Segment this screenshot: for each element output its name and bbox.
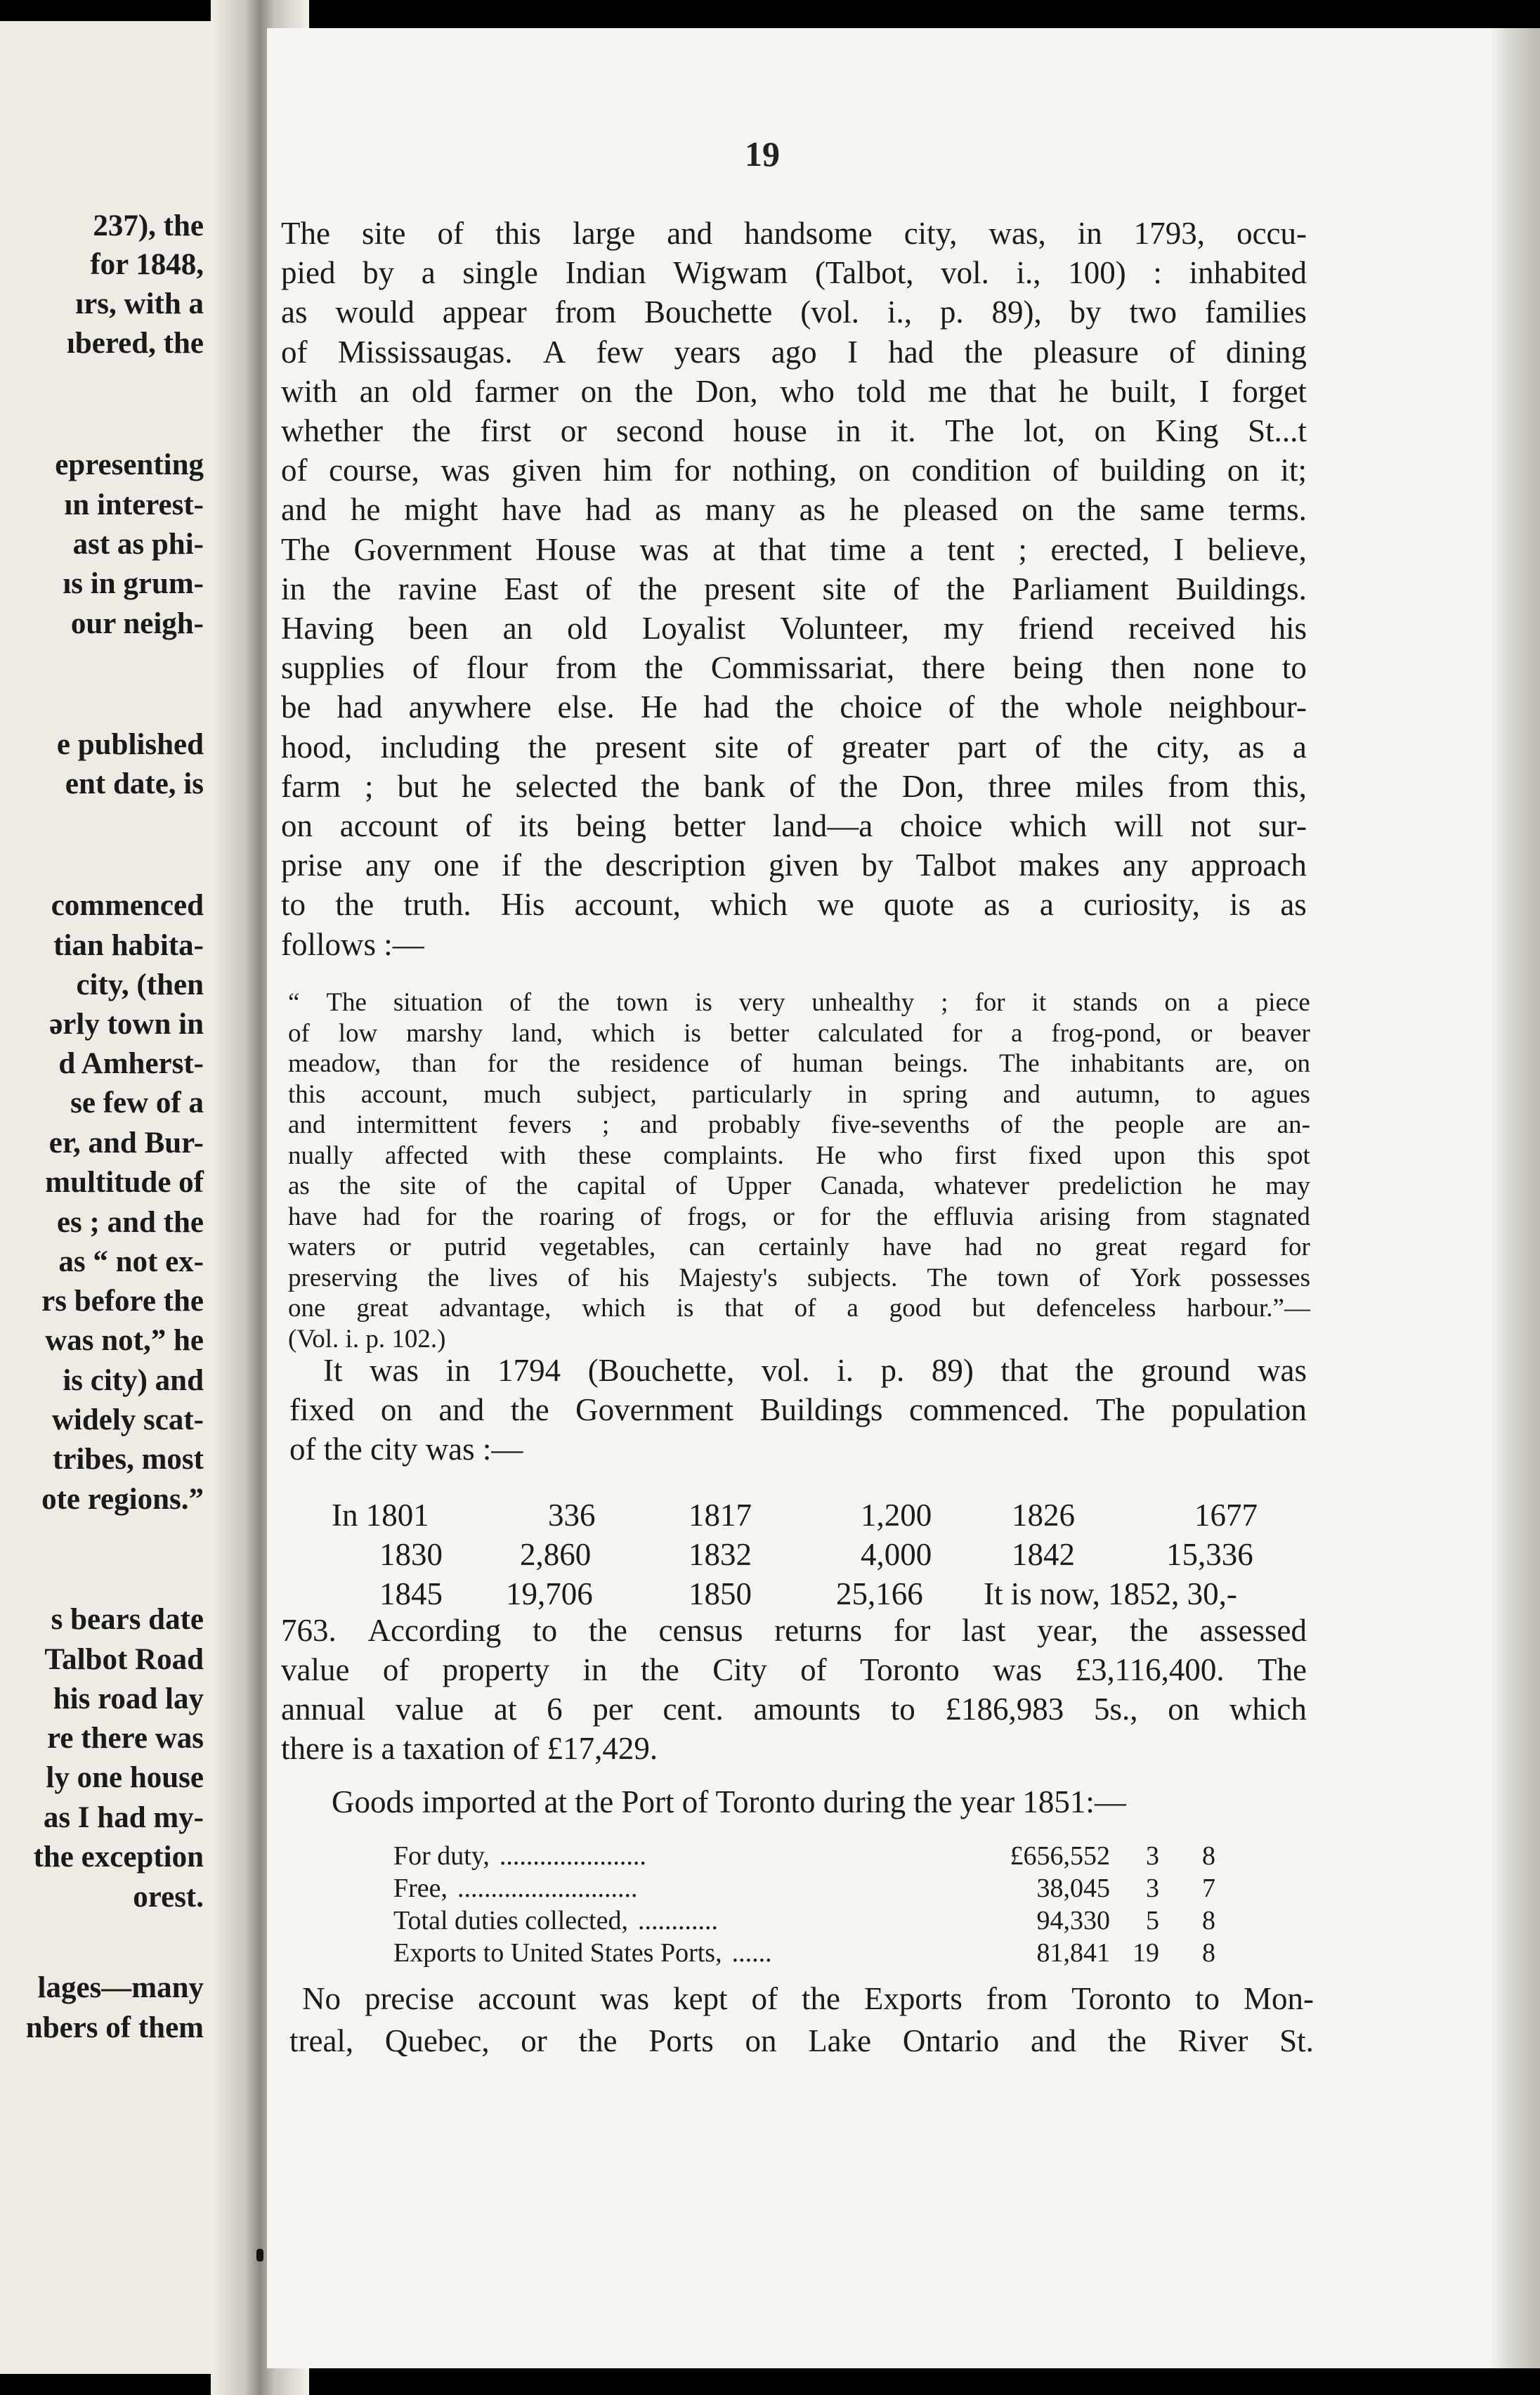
population-cell: It is now, 1852, 30,- bbox=[984, 1576, 1237, 1611]
goods-pence: 8 bbox=[1202, 1906, 1215, 1935]
left-page-fragment: Talbot Road bbox=[44, 1643, 204, 1676]
goods-dots: ........................... bbox=[457, 1875, 638, 1902]
left-page-fragment: is city) and bbox=[63, 1364, 204, 1397]
quote-line: meadow, than for the residence of human beings. The inhabitants are, on bbox=[288, 1049, 1310, 1078]
text-line: of Mississaugas. A few years ago I had the pleasure of dining bbox=[281, 334, 1307, 370]
text-line: whether the first or second house in it. The lot, on King St...t bbox=[281, 413, 1307, 448]
left-page-fragment: ast as phi- bbox=[72, 528, 204, 561]
left-page-fragment: ıs in grum- bbox=[63, 567, 204, 600]
quote-line: one great advantage, which is that of a good but defenceless harbour.”— bbox=[288, 1294, 1310, 1323]
quote-line: and intermittent fevers ; and probably five-sevenths of the people are an- bbox=[288, 1110, 1310, 1139]
left-page-fragment: for 1848, bbox=[90, 248, 204, 281]
goods-shillings: 19 bbox=[1133, 1938, 1159, 1968]
goods-pence: 8 bbox=[1202, 1938, 1215, 1968]
population-cell: 1830 bbox=[379, 1537, 443, 1572]
left-page-fragment: lages—many bbox=[37, 1971, 204, 2004]
text-line: and he might have had as many as he pleased on the same terms. bbox=[281, 492, 1307, 528]
left-page-fragment: d Amherst- bbox=[58, 1047, 204, 1080]
goods-pence: 8 bbox=[1202, 1841, 1215, 1871]
quote-line: waters or putrid vegetables, can certainly have had no great regard for bbox=[288, 1233, 1310, 1261]
left-page-fragment: se few of a bbox=[70, 1086, 204, 1119]
left-page-fragment: tribes, most bbox=[53, 1443, 204, 1476]
left-page-fragment: epresenting bbox=[55, 448, 204, 481]
quote-line: preserving the lives of his Majesty's subjects. The town of York possesses bbox=[288, 1263, 1310, 1292]
text-line: The site of this large and handsome city, was, in 1793, occu- bbox=[281, 216, 1307, 251]
text-line: follows :— bbox=[281, 926, 424, 962]
left-page-fragment: ərly town in bbox=[49, 1008, 204, 1041]
left-page-fragment: es ; and the bbox=[56, 1206, 204, 1239]
text-line: value of property in the City of Toronto was £3,116,400. The bbox=[281, 1652, 1307, 1687]
text-line: prise any one if the description given by Talbot makes any approach bbox=[281, 848, 1307, 883]
goods-pence: 7 bbox=[1202, 1874, 1215, 1903]
population-cell: 1850 bbox=[689, 1576, 752, 1611]
population-cell: 2,860 bbox=[520, 1537, 592, 1572]
text-line: annual value at 6 per cent. amounts to £186,983 5s., on which bbox=[281, 1692, 1307, 1727]
goods-shillings: 3 bbox=[1146, 1841, 1159, 1871]
text-line: with an old farmer on the Don, who told me that he built, I forget bbox=[281, 373, 1307, 409]
left-page-fragment: orest. bbox=[133, 1881, 204, 1914]
quote-line: as the site of the capital of Upper Canada, whatever predeliction he may bbox=[288, 1171, 1310, 1200]
goods-pounds: 94,330 bbox=[1036, 1906, 1110, 1935]
population-cell: 19,706 bbox=[506, 1576, 593, 1611]
text-line: treal, Quebec, or the Ports on Lake Ontario and the River St. bbox=[289, 2023, 1314, 2058]
population-cell: 336 bbox=[548, 1498, 596, 1533]
goods-label: Exports to United States Ports, bbox=[393, 1938, 722, 1968]
text-line: of the city was :— bbox=[289, 1432, 523, 1467]
text-line: in the ravine East of the present site of the Parliament Buildings. bbox=[281, 571, 1307, 606]
text-line: be had anywhere else. He had the choice of the whole neighbour- bbox=[281, 689, 1307, 725]
quote-line: (Vol. i. p. 102.) bbox=[288, 1324, 446, 1354]
population-cell: 4,000 bbox=[861, 1537, 932, 1572]
goods-pounds: £656,552 bbox=[1010, 1841, 1110, 1871]
text-line: fixed on and the Government Buildings commenced. The population bbox=[289, 1392, 1307, 1427]
goods-dots: ............ bbox=[637, 1907, 718, 1934]
goods-pounds: 38,045 bbox=[1036, 1874, 1110, 1903]
left-page-fragment: as “ not ex- bbox=[58, 1245, 204, 1278]
left-page-fragment: ly one house bbox=[46, 1761, 204, 1794]
left-page-fragment: our neigh- bbox=[70, 607, 204, 640]
goods-shillings: 5 bbox=[1146, 1906, 1159, 1935]
left-page-fragment: er, and Bur- bbox=[48, 1127, 204, 1160]
text-line: to the truth. His account, which we quote as a curiosity, is as bbox=[281, 887, 1307, 923]
text-line: It was in 1794 (Bouchette, vol. i. p. 89) that the ground was bbox=[323, 1353, 1307, 1388]
text-line: as would appear from Bouchette (vol. i., p. 89), by two families bbox=[281, 294, 1307, 330]
left-page-fragment: as I had my- bbox=[43, 1801, 204, 1834]
population-cell: 15,336 bbox=[1166, 1537, 1253, 1572]
left-page-fragment: ırs, with a bbox=[75, 287, 204, 320]
left-page-fragment: rs before the bbox=[41, 1285, 204, 1318]
text-line: hood, including the present site of greater part of the city, as a bbox=[281, 729, 1307, 765]
goods-label: Total duties collected, bbox=[393, 1906, 628, 1935]
left-page-fragment: ıbered, the bbox=[66, 327, 204, 360]
text-line: Having been an old Loyalist Volunteer, my friend received his bbox=[281, 611, 1307, 646]
population-cell: 1826 bbox=[1012, 1498, 1075, 1533]
text-line: The Government House was at that time a tent ; erected, I believe, bbox=[281, 531, 1307, 567]
left-page-fragment: s bears date bbox=[51, 1603, 204, 1636]
left-page-fragment: commenced bbox=[51, 889, 204, 922]
left-page-fragment: widely scat- bbox=[51, 1403, 204, 1436]
goods-shillings: 3 bbox=[1146, 1874, 1159, 1903]
left-page-fragment: re there was bbox=[47, 1722, 204, 1755]
goods-label: Free, bbox=[393, 1874, 448, 1903]
text-line: pied by a single Indian Wigwam (Talbot, vol. i., 100) : inhabited bbox=[281, 255, 1307, 291]
goods-imported-title: Goods imported at the Port of Toronto during the year 1851:— bbox=[332, 1784, 1126, 1819]
ink-speck bbox=[256, 2249, 263, 2261]
left-page-fragment: tian habita- bbox=[53, 929, 204, 962]
goods-label: For duty, bbox=[393, 1841, 490, 1871]
quote-line: this account, much subject, particularly in spring and autumn, to agues bbox=[288, 1079, 1310, 1109]
left-page-fragment: ın interest- bbox=[64, 488, 204, 521]
quote-line: of low marshy land, which is better calculated for a frog-pond, or beaver bbox=[288, 1018, 1310, 1048]
page-edge-shadow bbox=[1489, 28, 1540, 2368]
left-page-fragment: 237), the bbox=[93, 209, 204, 242]
text-line: farm ; but he selected the bank of the Don, three miles from this, bbox=[281, 768, 1307, 804]
left-page-fragment: e published bbox=[56, 728, 204, 761]
population-cell: 1845 bbox=[379, 1576, 443, 1611]
quote-line: have had for the roaring of frogs, or for the effluvia arising from stagnated bbox=[288, 1202, 1310, 1231]
population-cell: 1832 bbox=[689, 1537, 752, 1572]
goods-pounds: 81,841 bbox=[1036, 1938, 1110, 1968]
quote-line: nually affected with these complaints. He who first fixed upon this spot bbox=[288, 1141, 1310, 1170]
text-line: 763. According to the census returns for last year, the assessed bbox=[281, 1613, 1307, 1648]
text-line: No precise account was kept of the Exports from Toronto to Mon- bbox=[302, 1981, 1314, 2016]
population-cell: 25,166 bbox=[836, 1576, 923, 1611]
text-line: on account of its being better land—a choice which will not sur- bbox=[281, 808, 1307, 843]
left-page-fragment: was not,” he bbox=[45, 1324, 204, 1357]
population-cell: In 1801 bbox=[332, 1498, 429, 1533]
left-page-fragment: nbers of them bbox=[25, 2011, 204, 2044]
left-page-fragment: his road lay bbox=[53, 1682, 204, 1715]
population-cell: 1817 bbox=[689, 1498, 752, 1533]
left-page-fragment: ote regions.” bbox=[41, 1483, 204, 1516]
goods-dots: ...... bbox=[731, 1940, 772, 1966]
left-page-fragment: city, (then bbox=[76, 968, 204, 1001]
text-line: there is a taxation of £17,429. bbox=[281, 1731, 658, 1766]
goods-dots: ...................... bbox=[499, 1843, 646, 1869]
population-cell: 1677 bbox=[1194, 1498, 1258, 1533]
left-page-fragment: ent date, is bbox=[65, 767, 204, 800]
left-page-fragment: multitude of bbox=[45, 1166, 204, 1199]
population-cell: 1842 bbox=[1012, 1537, 1075, 1572]
text-line: supplies of flour from the Commissariat, there being then none to bbox=[281, 650, 1307, 686]
page-number: 19 bbox=[745, 134, 780, 174]
text-line: of course, was given him for nothing, on condition of building on it; bbox=[281, 453, 1307, 488]
population-cell: 1,200 bbox=[861, 1498, 932, 1533]
quote-line: “ The situation of the town is very unhealthy ; for it stands on a piece bbox=[288, 988, 1310, 1017]
left-page-fragment: the exception bbox=[33, 1841, 204, 1874]
